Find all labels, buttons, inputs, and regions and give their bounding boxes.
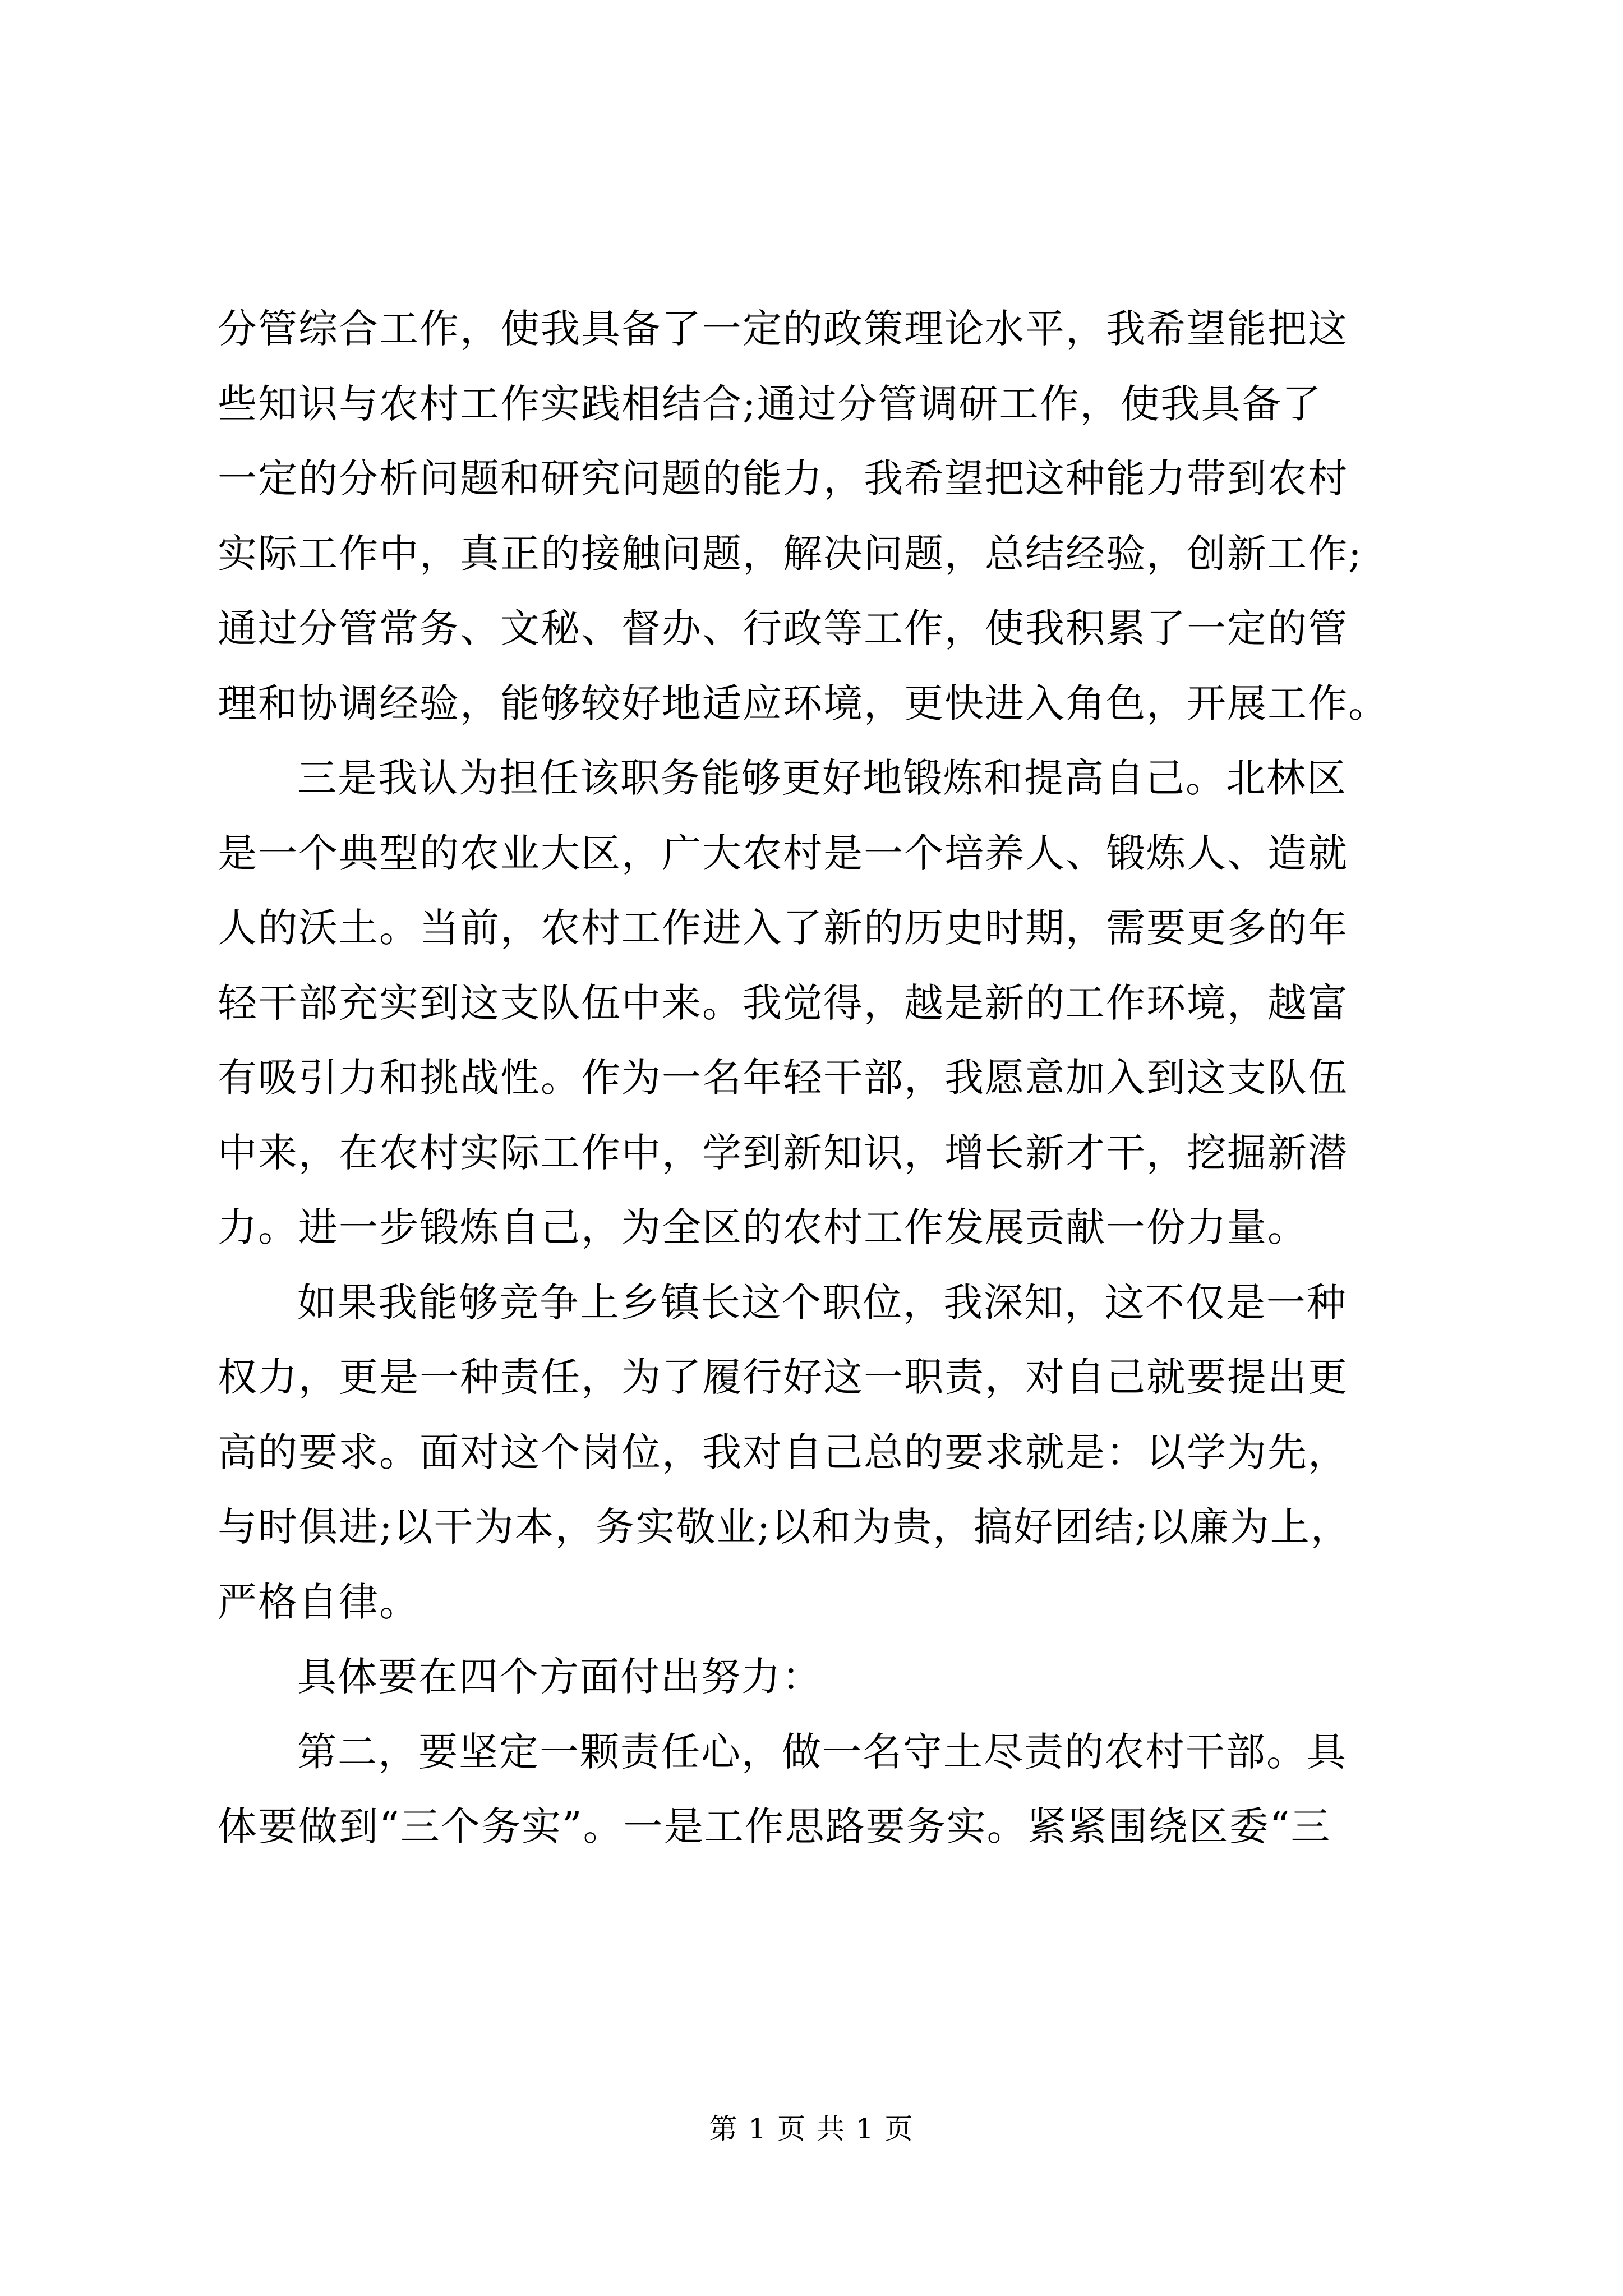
text-line: 人的沃土。当前，农村工作进入了新的历史时期，需要更多的年 (218, 905, 1348, 951)
text-line: 些知识与农村工作实践相结合;通过分管调研工作，使我具备了 (218, 380, 1322, 427)
text-line: 实际工作中，真正的接触问题，解决问题，总结经验，创新工作; (218, 530, 1363, 577)
text-line: 轻干部充实到这支队伍中来。我觉得，越是新的工作环境，越富 (218, 979, 1348, 1026)
text-line: 三是我认为担任该职务能够更好地锻炼和提高自己。北林区 (297, 755, 1347, 801)
text-line: 如果我能够竞争上乡镇长这个职位，我深知，这不仅是一种 (297, 1279, 1347, 1326)
text-line: 与时俱进;以干为本，务实敬业;以和为贵，搞好团结;以廉为上， (218, 1504, 1351, 1550)
text-line: 高的要求。面对这个岗位，我对自己总的要求就是：以学为先， (218, 1429, 1348, 1475)
text-line: 分管综合工作，使我具备了一定的政策理论水平，我希望能把这 (218, 306, 1348, 352)
body-text (218, 292, 1418, 1865)
text-line: 力。进一步锻炼自己，为全区的农村工作发展贡献一份力量。 (218, 1204, 1308, 1250)
page-footer: 第 1 页 共 1 页 (709, 2113, 914, 2145)
text-line: 权力，更是一种责任，为了履行好这一职责，对自己就要提出更 (218, 1354, 1348, 1400)
text-line: 理和协调经验，能够较好地适应环境，更快进入角色，开展工作。 (218, 680, 1389, 726)
text-line: 第二，要坚定一颗责任心，做一名守土尽责的农村干部。具 (297, 1728, 1347, 1775)
text-line: 是一个典型的农业大区，广大农村是一个培养人、锻炼人、造就 (218, 830, 1348, 876)
text-line: 中来，在农村实际工作中，学到新知识，增长新才干，挖掘新潜 (218, 1129, 1348, 1176)
text-line: 通过分管常务、文秘、督办、行政等工作，使我积累了一定的管 (218, 605, 1348, 651)
text-line: 有吸引力和挑战性。作为一名年轻干部，我愿意加入到这支队伍 (218, 1055, 1348, 1101)
text-line: 具体要在四个方面付出努力： (297, 1654, 822, 1700)
text-line: 严格自律。 (218, 1579, 419, 1625)
text-line: 体要做到“三个务实”。一是工作思路要务实。紧紧围绕区委“三 (218, 1803, 1331, 1849)
text-line: 一定的分析问题和研究问题的能力，我希望把这种能力带到农村 (218, 455, 1348, 501)
